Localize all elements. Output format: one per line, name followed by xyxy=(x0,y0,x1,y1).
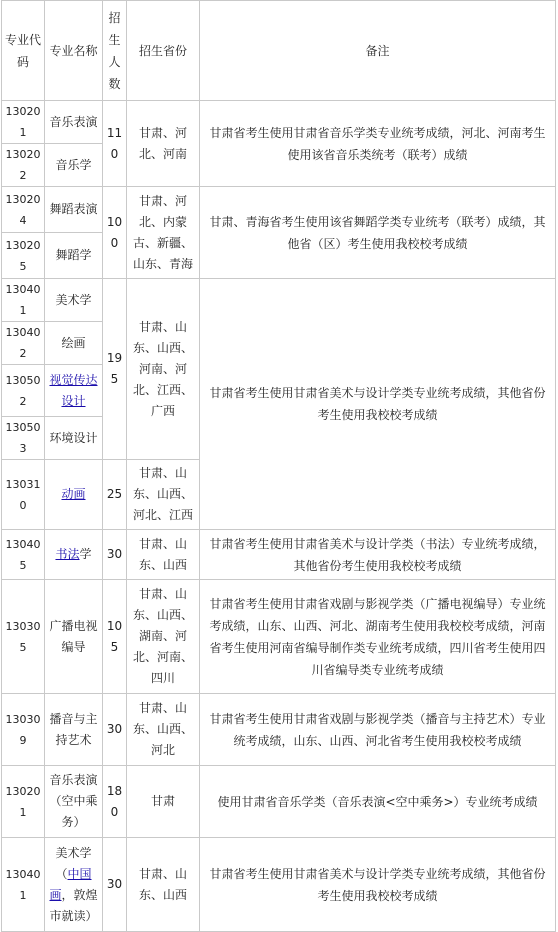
major-name: 广播电视编导 xyxy=(45,580,103,694)
major-code: 130503 xyxy=(2,417,45,460)
table-row xyxy=(2,530,556,580)
major-name-suffix: 学 xyxy=(79,547,92,561)
major-code: 130201 xyxy=(2,101,45,144)
note: 甘肃省考生使用甘肃省美术与设计学类专业统考成绩，其他省份考生使用我校校考成绩 xyxy=(200,838,556,932)
major-name: 舞蹈学 xyxy=(45,233,103,279)
major-code: 130305 xyxy=(2,580,45,694)
note: 甘肃省考生使用甘肃省戏剧与影视学类（广播电视编导）专业统考成绩，山东、山西、河北、湖南考生使用我校校考成绩，河南省考生使用河南省编导制作类专业统考成绩，四川省考生使用四川省编导类专业统考成绩 xyxy=(200,580,556,694)
header-row xyxy=(2,1,556,101)
enrollment-count: 105 xyxy=(103,580,127,694)
provinces: 甘肃、河北、内蒙古、新疆、山东、青海 xyxy=(127,187,200,279)
major-name-link-animation[interactable]: 动画 xyxy=(61,487,86,501)
note: 甘肃、青海省考生使用该省舞蹈学类专业统考（联考）成绩，其他省（区）考生使用我校校考成绩 xyxy=(200,187,556,279)
enrollment-count: 25 xyxy=(103,460,127,530)
provinces: 甘肃、山东、山西 xyxy=(127,838,200,932)
table-row xyxy=(2,279,556,322)
provinces: 甘肃、河北、河南 xyxy=(127,101,200,187)
major-name: 音乐表演 xyxy=(45,101,103,144)
enrollment-count: 30 xyxy=(103,530,127,580)
major-name xyxy=(45,838,103,932)
major-name-prefix: 美术学（ xyxy=(55,845,92,881)
enrollment-count: 195 xyxy=(103,279,127,460)
enrollment-count: 110 xyxy=(103,101,127,187)
major-name: 播音与主持艺术 xyxy=(45,694,103,766)
provinces: 甘肃、山东、山西、河南、河北、江西、广西 xyxy=(127,279,200,460)
major-name xyxy=(45,530,103,580)
table-row xyxy=(2,694,556,766)
major-name-link-calligraphy[interactable]: 书法 xyxy=(55,547,80,561)
major-code: 130205 xyxy=(2,233,45,279)
table-row xyxy=(2,187,556,233)
major-code: 130201 xyxy=(2,766,45,838)
major-code: 130310 xyxy=(2,460,45,530)
enrollment-count: 100 xyxy=(103,187,127,279)
table-row xyxy=(2,766,556,838)
note: 甘肃省考生使用甘肃省美术与设计学类（书法）专业统考成绩，其他省份考生使用我校校考成绩 xyxy=(200,530,556,580)
note: 使用甘肃省音乐学类（音乐表演<空中乘务>）专业统考成绩 xyxy=(200,766,556,838)
provinces: 甘肃、山东、山西 xyxy=(127,530,200,580)
page xyxy=(1,0,557,923)
major-code: 130401 xyxy=(2,838,45,932)
enrollment-count: 30 xyxy=(103,838,127,932)
major-code: 130309 xyxy=(2,694,45,766)
major-code: 130401 xyxy=(2,279,45,322)
header-name: 专业名称 xyxy=(45,1,103,101)
header-count: 招生人数 xyxy=(103,1,127,101)
major-name-link-visual-communication[interactable]: 视觉传达设计 xyxy=(49,372,98,408)
enrollment-count: 180 xyxy=(103,766,127,838)
table-row xyxy=(2,838,556,932)
major-name: 美术学 xyxy=(45,279,103,322)
major-name: 音乐学 xyxy=(45,144,103,187)
major-name-link[interactable] xyxy=(45,365,103,417)
provinces: 甘肃、山东、山西、河北 xyxy=(127,694,200,766)
major-name-link-chinese-painting[interactable]: 中国画 xyxy=(49,866,92,902)
major-code: 130202 xyxy=(2,144,45,187)
major-name-suffix: ，敦煌市就读） xyxy=(49,887,98,923)
table-row xyxy=(2,580,556,694)
major-name: 绘画 xyxy=(45,322,103,365)
admissions-table xyxy=(1,0,556,932)
note: 甘肃省考生使用甘肃省美术与设计学类专业统考成绩，其他省份考生使用我校校考成绩 xyxy=(200,279,556,530)
enrollment-count: 30 xyxy=(103,694,127,766)
provinces: 甘肃、山东、山西、湖南、河北、河南、四川 xyxy=(127,580,200,694)
note: 甘肃省考生使用甘肃省音乐学类专业统考成绩，河北、河南考生使用该省音乐类统考（联考）成绩 xyxy=(200,101,556,187)
major-code: 130204 xyxy=(2,187,45,233)
major-name: 环境设计 xyxy=(45,417,103,460)
provinces: 甘肃、山东、山西、河北、江西 xyxy=(127,460,200,530)
major-code: 130402 xyxy=(2,322,45,365)
header-code: 专业代码 xyxy=(2,1,45,101)
header-provinces: 招生省份 xyxy=(127,1,200,101)
major-code: 130502 xyxy=(2,365,45,417)
provinces: 甘肃 xyxy=(127,766,200,838)
major-name-link[interactable] xyxy=(45,460,103,530)
major-code: 130405 xyxy=(2,530,45,580)
table-row xyxy=(2,101,556,144)
major-name: 舞蹈表演 xyxy=(45,187,103,233)
major-name: 音乐表演（空中乘务） xyxy=(45,766,103,838)
header-note: 备注 xyxy=(200,1,556,101)
note: 甘肃省考生使用甘肃省戏剧与影视学类（播音与主持艺术）专业统考成绩，山东、山西、河北省考生使用我校校考成绩 xyxy=(200,694,556,766)
